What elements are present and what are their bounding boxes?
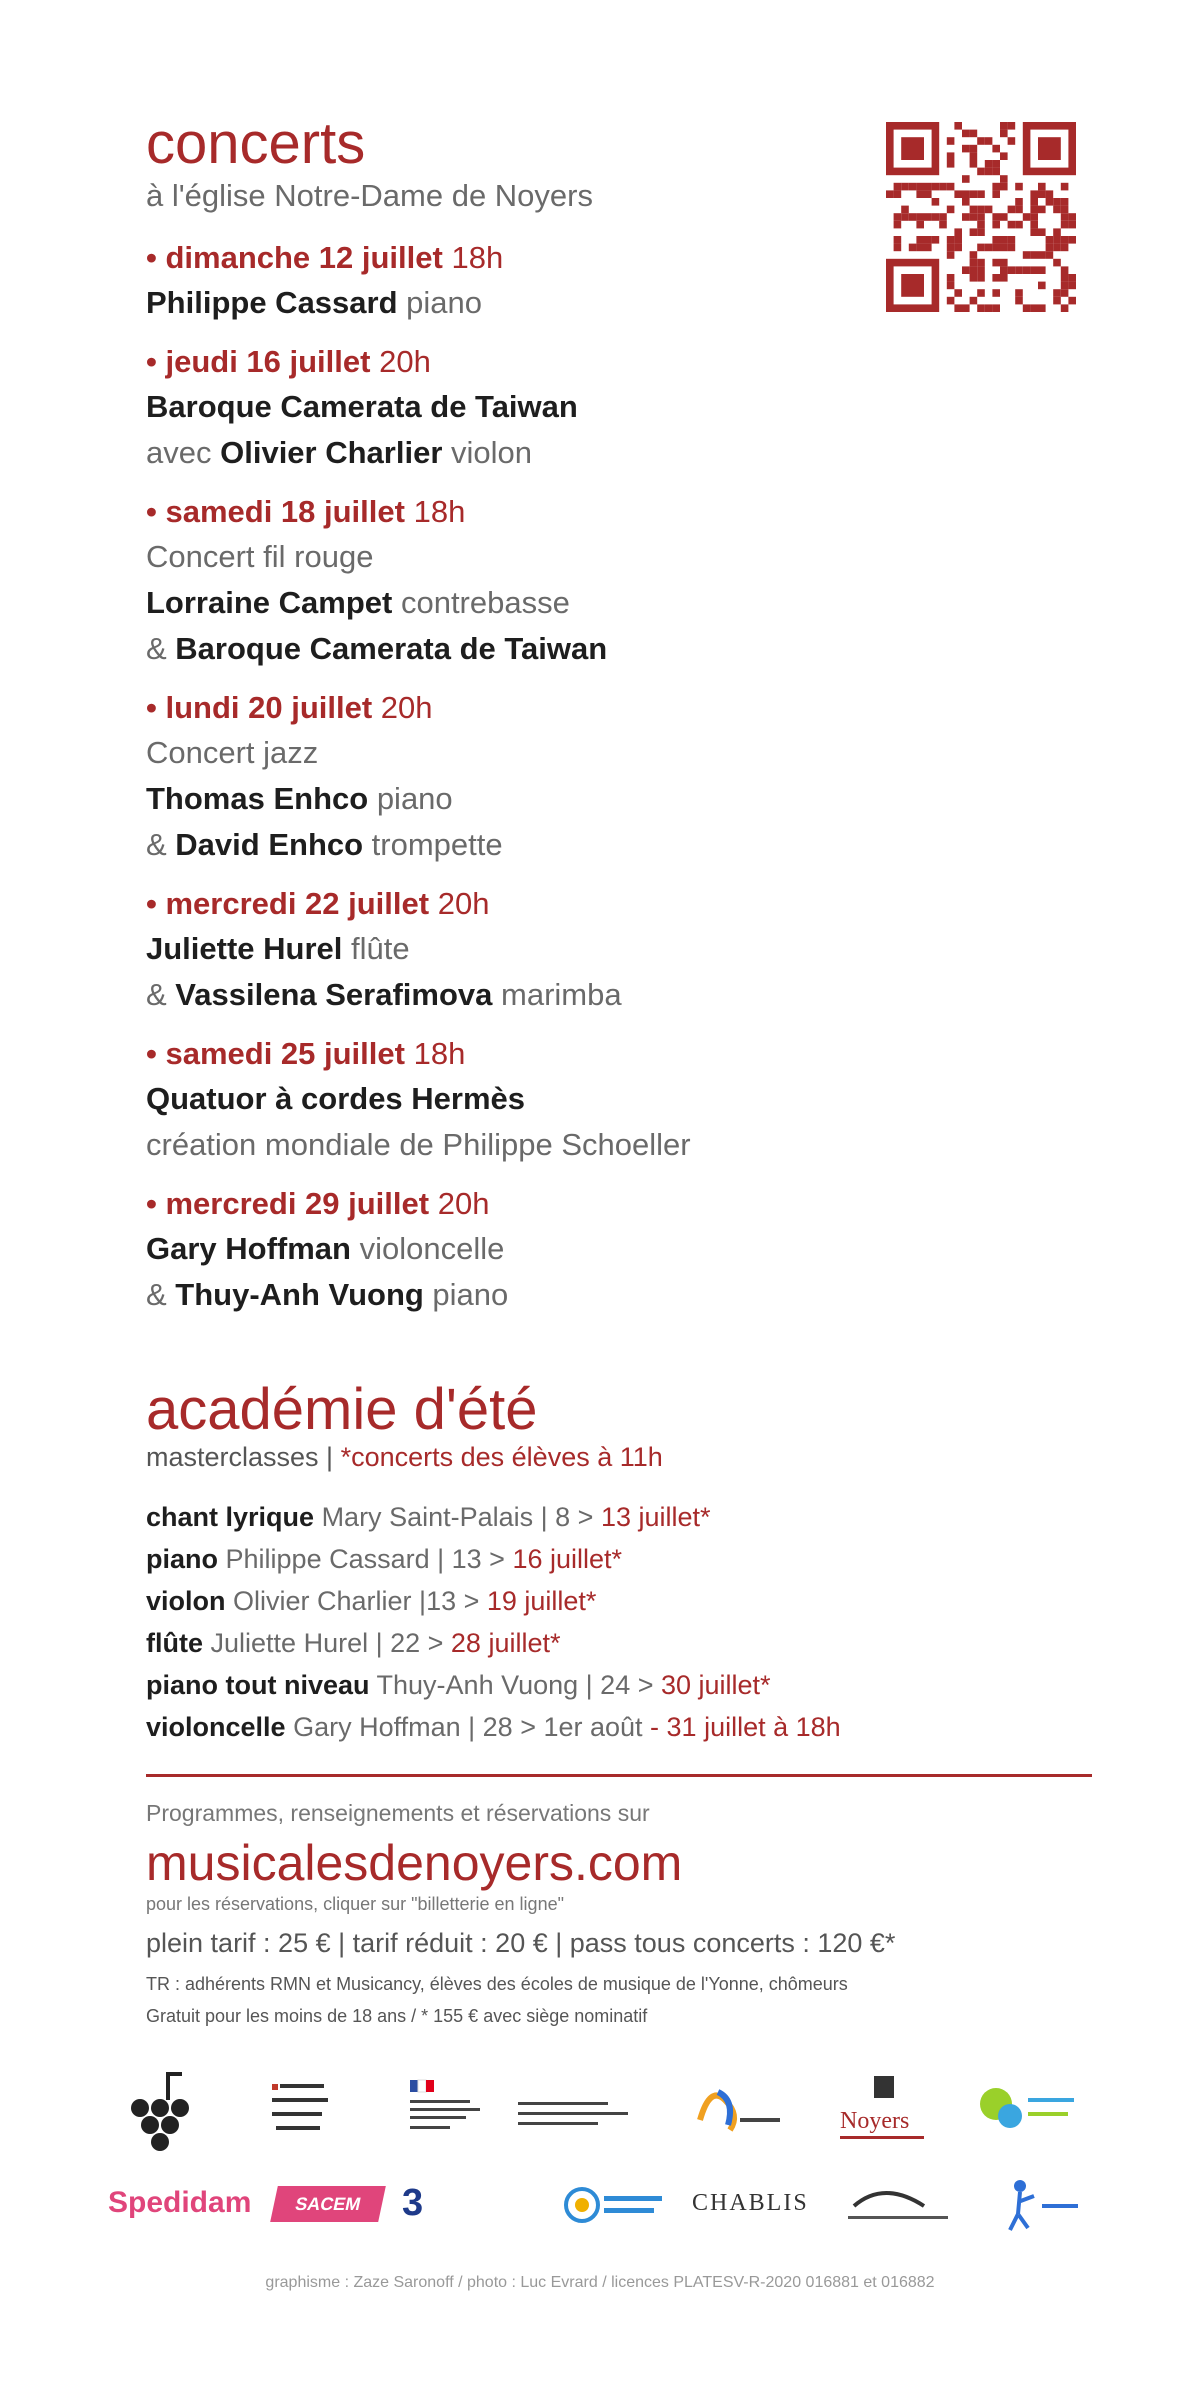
concert-date-label: • lundi 20 juillet <box>146 690 373 725</box>
concert-date <box>146 1182 1046 1226</box>
concert-list <box>146 236 1046 1332</box>
venue-text: à l'église Notre-Dame de Noyers <box>146 178 593 213</box>
svg-text:Noyers: Noyers <box>840 2108 910 2134</box>
concert-performer-line <box>146 972 1046 1018</box>
concert-date <box>146 686 1046 730</box>
performer-name: Gary Hoffman <box>146 1231 351 1266</box>
course-teacher: Olivier Charlier |13 > <box>233 1586 487 1616</box>
concert-time: 20h <box>379 344 431 379</box>
performer-name: Baroque Camerata de Taiwan <box>175 631 608 666</box>
concert-performer-line <box>146 926 1046 972</box>
course-list <box>146 1496 1106 1748</box>
course-instrument: violon <box>146 1586 226 1616</box>
performer-detail: piano <box>397 285 482 320</box>
concert-date <box>146 236 1046 280</box>
reduced-rate-note: TR : adhérents RMN et Musicancy, élèves des écoles de musique de l'Yonne, chômeurs <box>146 1974 848 1994</box>
concert-performer-line <box>146 822 1046 868</box>
performer-name: Philippe Cassard <box>146 285 398 320</box>
green-logo <box>974 2080 1084 2140</box>
course-item <box>146 1538 1106 1580</box>
performer-name: Thomas Enhco <box>146 781 369 816</box>
performer-detail: & <box>146 631 176 666</box>
course-item <box>146 1580 1106 1622</box>
info-intro: Programmes, renseignements et réservations sur <box>146 1800 650 1826</box>
academie-subtitle <box>146 1442 663 1473</box>
divider <box>146 1774 1092 1777</box>
concert-performer-line <box>146 580 1046 626</box>
concert-date <box>146 882 1046 926</box>
concert-date-label: • mercredi 22 juillet <box>146 886 430 921</box>
website-link[interactable]: musicalesdenoyers.com <box>146 1835 683 1891</box>
course-teacher: Thuy-Anh Vuong | 24 > <box>376 1670 661 1700</box>
concert-date <box>146 340 1046 384</box>
academie-subtitle-concerts: *concerts des élèves à 11h <box>340 1442 663 1472</box>
concert-item <box>146 236 1046 326</box>
academie-subtitle-masterclasses: masterclasses | <box>146 1442 341 1472</box>
performer-name: Juliette Hurel <box>146 931 343 966</box>
performer-detail: violon <box>442 435 532 470</box>
concert-performer-line <box>146 430 1046 476</box>
region-logo <box>262 2076 342 2146</box>
course-instrument: piano tout niveau <box>146 1670 370 1700</box>
concert-performer-line <box>146 384 1046 430</box>
academie-title: académie d'été <box>146 1377 538 1442</box>
performer-detail: & <box>146 827 176 862</box>
concert-performer-line <box>146 280 1046 326</box>
performer-name: Baroque Camerata de Taiwan <box>146 389 578 424</box>
performer-detail: & <box>146 977 176 1012</box>
sacem-logo: SACEM <box>270 2186 386 2222</box>
concert-performer-line <box>146 776 1046 822</box>
performer-detail: marimba <box>492 977 622 1012</box>
concert-performer-line <box>146 534 1046 580</box>
ville-logo <box>844 2176 954 2232</box>
performer-detail: piano <box>368 781 453 816</box>
performer-detail: Concert fil rouge <box>146 539 374 574</box>
concert-date-label: • samedi 18 juillet <box>146 494 405 529</box>
spedidam-logo: Spedidam <box>108 2186 252 2219</box>
concert-performer-line <box>146 1076 1046 1122</box>
performer-detail: & <box>146 1277 176 1312</box>
performer-name: Lorraine Campet <box>146 585 393 620</box>
concert-date <box>146 490 1046 534</box>
performer-detail: violoncelle <box>350 1231 505 1266</box>
concert-performer-line <box>146 626 1046 672</box>
concert-time: 20h <box>380 690 433 725</box>
concert-date-label: • mercredi 29 juillet <box>146 1186 430 1221</box>
concert-date <box>146 1032 1046 1076</box>
performer-name: Vassilena Serafimova <box>175 977 493 1012</box>
concert-time: 18h <box>451 240 504 275</box>
drac-logo <box>516 2096 646 2136</box>
concert-performer-line <box>146 730 1046 776</box>
concert-item <box>146 1182 1046 1318</box>
grapes-logo <box>110 2068 200 2158</box>
noyers-logo <box>836 2072 936 2152</box>
course-instrument: violoncelle <box>146 1712 286 1742</box>
course-end-date: 16 juillet* <box>512 1544 623 1574</box>
performer-detail: flûte <box>342 931 410 966</box>
course-end-date: 13 juillet* <box>600 1502 711 1532</box>
concert-item <box>146 1032 1046 1168</box>
concert-date-label: • dimanche 12 juillet <box>146 240 443 275</box>
chablis-logo: CHABLIS <box>692 2190 809 2216</box>
concert-performer-line <box>146 1226 1046 1272</box>
concert-date-label: • jeudi 16 juillet <box>146 344 371 379</box>
course-item <box>146 1706 1106 1748</box>
concert-item <box>146 340 1046 476</box>
performer-detail: avec <box>146 435 221 470</box>
course-item <box>146 1664 1106 1706</box>
prices: plein tarif : 25 € | tarif réduit : 20 € | pass tous concerts : 120 €* <box>146 1928 896 1958</box>
performer-detail: création mondiale de Philippe Schoeller <box>146 1127 691 1162</box>
performer-name: Olivier Charlier <box>220 435 443 470</box>
concert-item <box>146 686 1046 868</box>
concert-time: 20h <box>437 886 490 921</box>
performer-name: Quatuor à cordes Hermès <box>146 1081 526 1116</box>
page-title: concerts <box>146 111 366 176</box>
prefet-logo <box>404 2076 504 2156</box>
concert-time: 18h <box>413 1036 466 1071</box>
course-end-date: - 31 juillet à 18h <box>642 1712 841 1742</box>
performer-detail: piano <box>423 1277 509 1312</box>
course-teacher: Mary Saint-Palais | 8 > <box>321 1502 601 1532</box>
concert-item <box>146 490 1046 672</box>
sun-logo <box>560 2180 670 2230</box>
course-teacher: Philippe Cassard | 13 > <box>225 1544 513 1574</box>
free-entry-note: Gratuit pour les moins de 18 ans / * 155 € avec siège nominatif <box>146 2006 648 2026</box>
performer-name: David Enhco <box>175 827 364 862</box>
course-end-date: 28 juillet* <box>450 1628 561 1658</box>
concert-performer-line <box>146 1272 1046 1318</box>
credits: graphisme : Zaze Saronoff / photo : Luc Evrard / licences PLATESV-R-2020 016881 et 016882 <box>265 2274 935 2291</box>
performer-detail: Concert jazz <box>146 735 319 770</box>
course-teacher: Gary Hoffman | 28 > 1er août <box>293 1712 643 1742</box>
course-instrument: chant lyrique <box>146 1502 315 1532</box>
course-item <box>146 1496 1106 1538</box>
concert-item <box>146 882 1046 1018</box>
concert-performer-line <box>146 1122 1046 1168</box>
course-end-date: 30 juillet* <box>660 1670 771 1700</box>
course-end-date: 19 juillet* <box>486 1586 597 1616</box>
course-instrument: piano <box>146 1544 218 1574</box>
france3-logo: 3 <box>402 2182 424 2224</box>
performer-detail: contrebasse <box>392 585 570 620</box>
booking-note: pour les réservations, cliquer sur "billetterie en ligne" <box>146 1894 564 1914</box>
concert-date-label: • samedi 25 juillet <box>146 1036 405 1071</box>
performer-name: Thuy-Anh Vuong <box>175 1277 424 1312</box>
concert-time: 18h <box>413 494 466 529</box>
sy-logo <box>690 2080 790 2140</box>
performer-detail: trompette <box>363 827 503 862</box>
concert-time: 20h <box>437 1186 490 1221</box>
course-item <box>146 1622 1106 1664</box>
course-instrument: flûte <box>146 1628 203 1658</box>
dance-logo <box>1004 2174 1084 2234</box>
course-teacher: Juliette Hurel | 22 > <box>210 1628 451 1658</box>
